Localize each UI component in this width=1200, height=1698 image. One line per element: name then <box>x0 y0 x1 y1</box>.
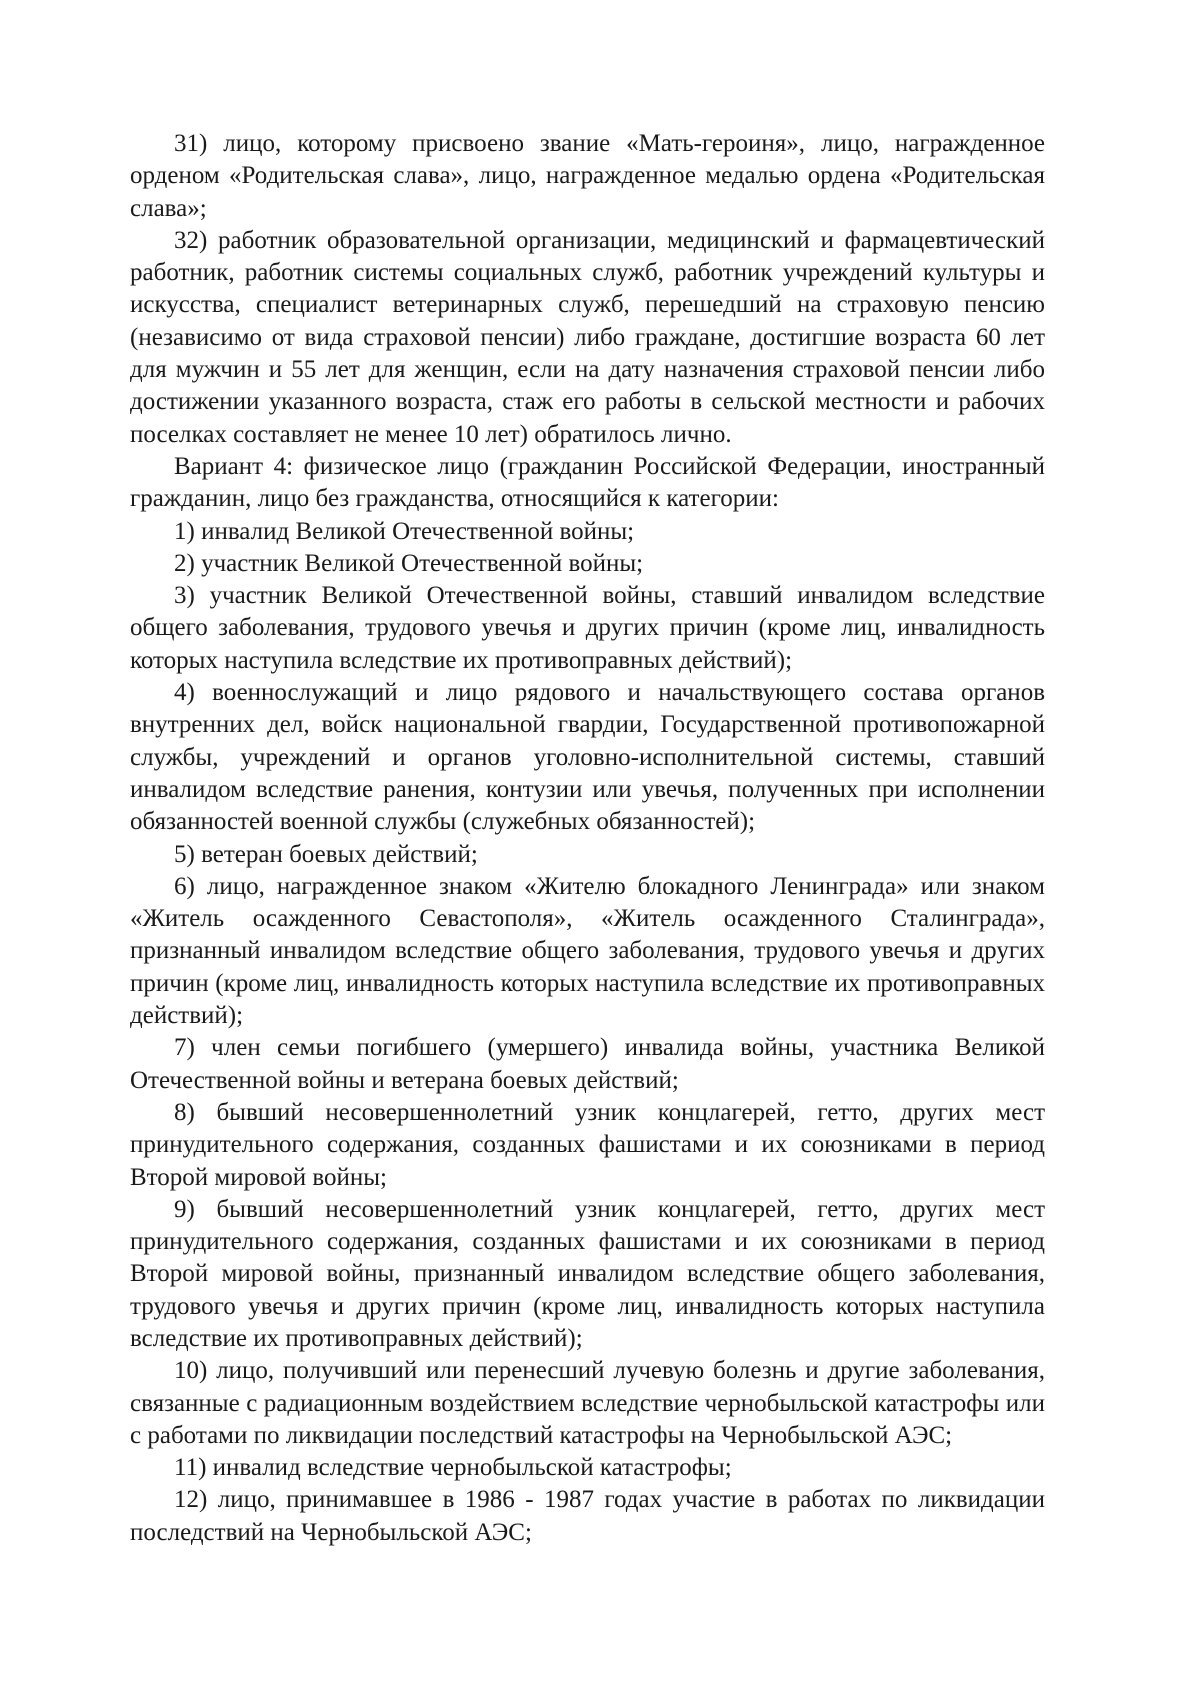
paragraph-category-3: 3) участник Великой Отечественной войны, ставший инвалидом вследствие общего заболевания, трудового увечья и других причин (кроме лиц, инвалидность которых наступила вследствие их противоправных действий); <box>130 582 1045 674</box>
paragraph-category-10: 10) лицо, получивший или перенесший лучевую болезнь и другие заболевания, связанные с радиационным воздействием вследствие чернобыльской катастрофы или с работами по ликвидации последствий катастрофы на Чернобыльской АЭС; <box>130 1357 1045 1449</box>
document-page <box>130 128 1045 1549</box>
paragraph-variant-4: Вариант 4: физическое лицо (гражданин Российской Федерации, иностранный гражданин, лицо без гражданства, относящийся к категории: <box>130 452 1045 513</box>
paragraph-category-9: 9) бывший несовершеннолетний узник концлагерей, гетто, других мест принудительного содержания, созданных фашистами и их союзниками в период Второй мировой войны, признанный инвалидом вследствие общего заболевания, трудового увечья и других причин (кроме лиц, инвалидность которых наступила вследствие их противоправных действий); <box>130 1195 1045 1352</box>
paragraph-category-8: 8) бывший несовершеннолетний узник концлагерей, гетто, других мест принудительного содержания, созданных фашистами и их союзниками в период Второй мировой войны; <box>130 1098 1045 1191</box>
paragraph-category-6: 6) лицо, награжденное знаком «Жителю блокадного Ленинграда» или знаком «Житель осажденного Севастополя», «Житель осажденного Сталинграда», признанный инвалидом вследствие общего заболевания, трудового увечья и других причин (кроме лиц, инвалидность которых наступила вследствие их противоправных действий); <box>130 872 1045 1030</box>
paragraph-category-12: 12) лицо, принимавшее в 1986 - 1987 годах участие в работах по ликвидации последствий на Чернобыльской АЭС; <box>130 1486 1045 1546</box>
paragraph-category-2: 2) участник Великой Отечественной войны; <box>174 549 644 577</box>
paragraph-category-11: 11) инвалид вследствие чернобыльской катастрофы; <box>174 1454 732 1482</box>
paragraph-category-5: 5) ветеран боевых действий; <box>174 840 478 868</box>
paragraph-category-7: 7) член семьи погибшего (умершего) инвалида войны, участника Великой Отечественной войны и ветерана боевых действий; <box>130 1034 1045 1094</box>
paragraph-item-31: 31) лицо, которому присвоено звание «Мать-героиня», лицо, награжденное орденом «Родительская слава», лицо, награжденное медалью ордена «Родительская слава»; <box>130 130 1045 222</box>
paragraph-item-32: 32) работник образовательной организации, медицинский и фармацевтический работник, работник системы социальных служб, работник учреждений культуры и искусства, специалист ветеринарных служб, перешедший на страховую пенсию (независимо от вида страховой пенсии) либо граждане, достигшие возраста 60 лет для мужчин и 55 лет для женщин, если на дату назначения страховой пенсии либо достижении указанного возраста, стаж его работы в сельской местности и рабочих поселках составляет не менее 10 лет) обратилось лично. <box>130 226 1045 448</box>
paragraph-category-4: 4) военнослужащий и лицо рядового и начальствующего состава органов внутренних дел, войск национальной гвардии, Государственной противопожарной службы, учреждений и органов уголовно-исполнительной системы, ставший инвалидом вследствие ранения, контузии или увечья, полученных при исполнении обязанностей военной службы (служебных обязанностей); <box>130 679 1045 836</box>
paragraph-category-1: 1) инвалид Великой Отечественной войны; <box>174 517 635 545</box>
